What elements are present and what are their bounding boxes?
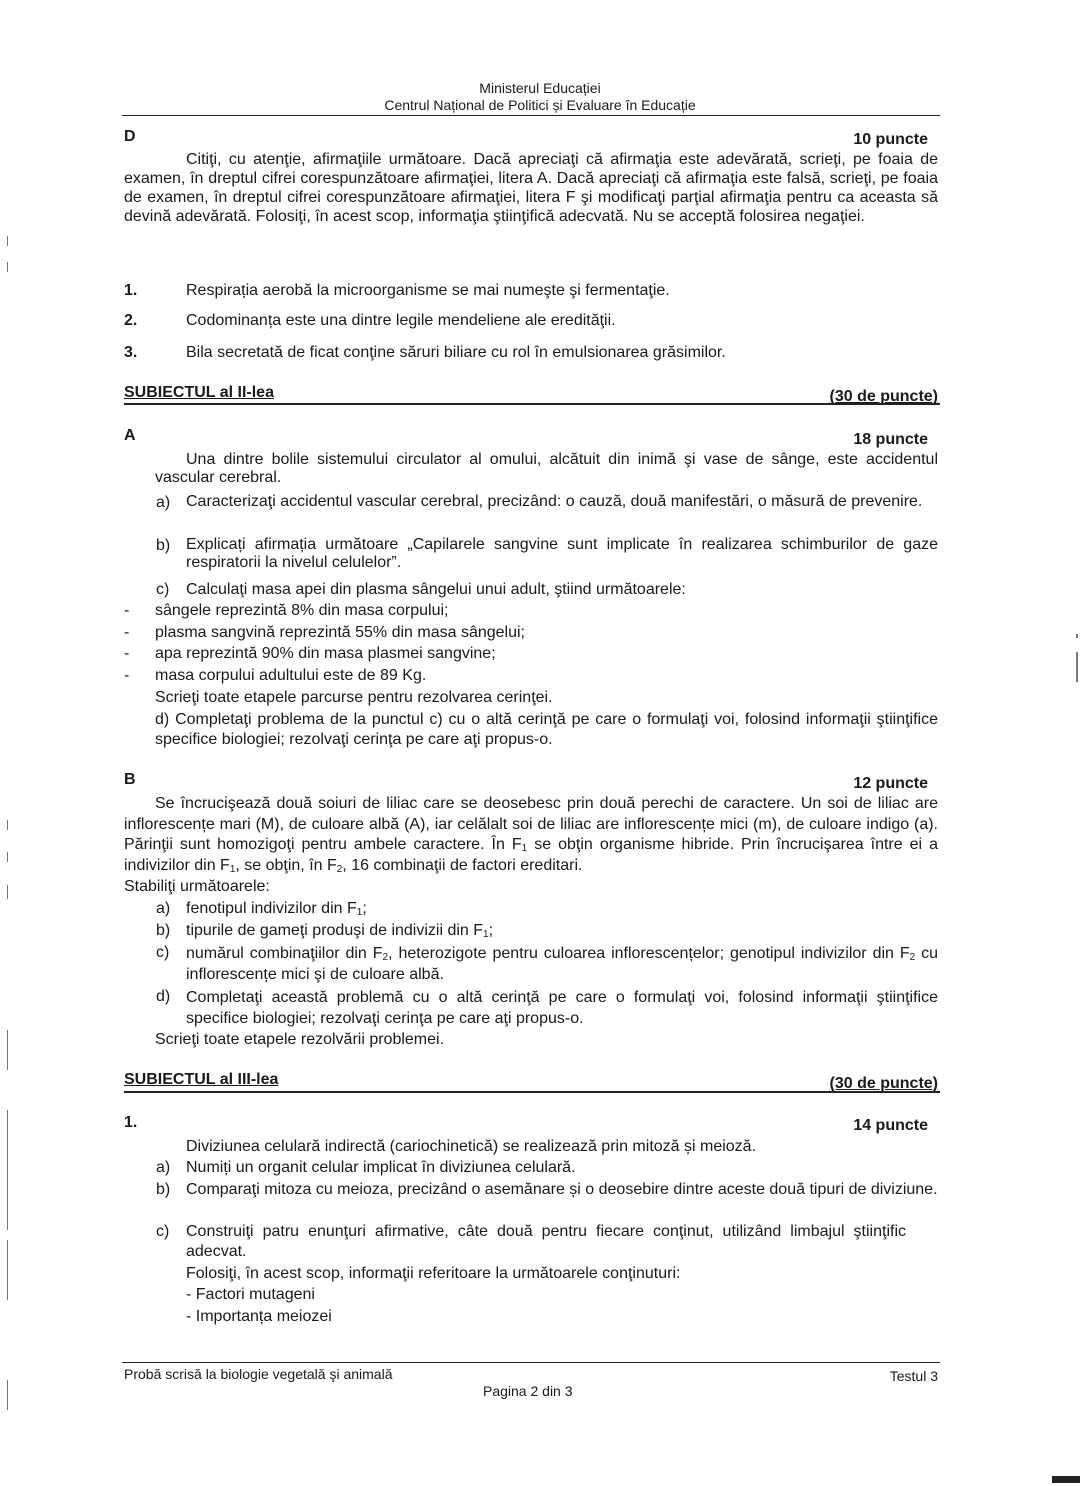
subject-3-points: (30 de puncte)	[829, 1075, 938, 1092]
scan-mark	[1052, 1476, 1080, 1483]
scan-mark	[7, 1110, 8, 1230]
subscript: 1	[521, 843, 528, 854]
section-b-letter: B	[124, 771, 136, 788]
scan-mark	[1076, 652, 1078, 682]
bullet-dash: -	[124, 624, 130, 641]
item-a-label: a)	[156, 1159, 171, 1176]
item-d-text: d) Completaţi problema de la punctul c) cu o altă cerinţă pe care o formulaţi voi, folosind informaţii ştiinţifice specifice biologiei; rezolvaţi cerinţa pe care aţi propus-o.	[155, 711, 938, 748]
page-number: Pagina 2 din 3	[483, 1383, 573, 1399]
subscript: 2	[336, 863, 343, 875]
item-c-text: Calculaţi masa apei din plasma sângelui unui adult, ştiind următoarele:	[186, 581, 686, 598]
item-a-text: Caracterizaţi accidentul vascular cerebral, precizând: o cauză, două manifestări, o măsură de prevenire.	[186, 493, 923, 510]
item-text: ;	[362, 900, 367, 917]
subscript: 1	[483, 929, 489, 940]
question-1-number: 1.	[124, 1114, 138, 1131]
subscript: 2	[909, 952, 916, 963]
subject-2-rule	[124, 403, 940, 405]
statement-number: 2.	[124, 312, 138, 329]
item-a-text: Numiți un organit celular implicat în diviziunea celulară.	[186, 1159, 576, 1176]
item-b-text: Explicați afirmația următoare „Capilarele sangvine sunt implicate în realizarea schimburilor de gaze respiratorii la nivelul celulelor”.	[186, 536, 938, 571]
scan-mark	[7, 852, 8, 862]
subject-3-rule	[124, 1091, 940, 1093]
subject-2-points: (30 de puncte)	[829, 388, 938, 405]
intro-text: Se încrucişează două soiuri de liliac care se deosebesc prin două perechi de caractere. Un soi de liliac are inflorescențe mari (M), de culoare albă (A), iar celălalt soi de liliac are inflorescențe mici (m), de culoare indigo (a). Părinţii sunt homozigoţi pentru ambele caractere. În F	[124, 795, 938, 853]
scan-mark	[7, 1240, 8, 1300]
item-a-label: a)	[156, 494, 171, 511]
footer-test-number: Testul 3	[889, 1368, 938, 1384]
item-text: numărul combinaţiilor din F	[186, 945, 383, 962]
item-c-label: c)	[156, 581, 170, 598]
intro-text: , se obţin, în F	[235, 856, 337, 874]
intro-text: , 16 combinaţii de factori ereditari.	[342, 856, 583, 874]
scan-mark	[7, 236, 8, 246]
topic-item: - Factori mutageni	[186, 1286, 315, 1303]
item-a-text	[186, 899, 367, 918]
data-item: apa reprezintă 90% din masa plasmei sangvine;	[155, 645, 496, 662]
section-a-intro: Una dintre bolile sistemului circulator al omului, alcătuit din inimă şi vase de sânge, este accidentul vascular cerebral.	[155, 451, 938, 486]
subject-2-title: SUBIECTUL al II-lea	[124, 384, 274, 401]
bullet-dash: -	[124, 602, 130, 619]
scan-mark	[7, 885, 8, 899]
subject-3-title: SUBIECTUL al III-lea	[124, 1071, 279, 1088]
item-text: tipurile de gameţi produşi de indivizii din F	[186, 922, 484, 939]
footer-exam-title: Probă scrisă la biologie vegetală şi animală	[124, 1366, 393, 1382]
item-text: cu inflorescențe mici şi de culoare albă.	[186, 945, 939, 983]
bullet-dash: -	[124, 645, 130, 662]
data-item: sângele reprezintă 8% din masa corpului;	[155, 602, 449, 619]
section-b-note: Scrieţi toate etapele rezolvării problemei.	[155, 1031, 445, 1048]
data-item: plasma sangvină reprezintă 55% din masa sângelui;	[155, 624, 525, 641]
bullet-dash: -	[124, 667, 130, 684]
item-d-label: d)	[156, 988, 171, 1005]
item-c-label: c)	[156, 1223, 170, 1240]
data-item: masa corpului adultului este de 89 Kg.	[155, 667, 427, 684]
stabiliti-label: Stabiliţi următoarele:	[124, 878, 270, 895]
item-text: , heterozigote pentru culoarea inflorescențelor; genotipul indivizilor din F	[388, 945, 910, 962]
footer-rule	[122, 1362, 940, 1363]
item-b-label: b)	[156, 1181, 171, 1198]
topic-item: - Importanța meiozei	[186, 1308, 332, 1325]
section-b-points: 12 puncte	[853, 775, 928, 792]
scan-mark	[7, 1030, 8, 1070]
subscript: 1	[229, 863, 236, 875]
question-1-intro: Diviziunea celulară indirectă (cariochinetică) se realizează prin mitoză și meioză.	[186, 1138, 757, 1155]
statement-number: 1.	[124, 282, 138, 299]
header-rule	[122, 115, 940, 116]
item-c-note: Scrieţi toate etapele parcurse pentru rezolvarea cerinţei.	[155, 689, 553, 706]
item-c-label: c)	[156, 944, 170, 961]
item-b-label: b)	[156, 537, 171, 554]
intro-text: se obţin organisme hibride. Prin încrucişarea între ei a indivizilor din F	[124, 836, 938, 874]
item-b-label: b)	[156, 922, 171, 939]
section-a-points: 18 puncte	[853, 431, 928, 448]
scan-mark	[7, 820, 8, 830]
section-d-letter: D	[124, 128, 136, 145]
section-a-letter: A	[124, 427, 136, 444]
item-c-text	[186, 943, 938, 985]
item-text: fenotipul indivizilor din F	[186, 900, 357, 917]
scan-mark	[7, 262, 8, 272]
item-a-label: a)	[156, 900, 171, 917]
subscript: 2	[382, 952, 389, 963]
ministry-name: Ministerul Educației	[479, 80, 601, 96]
section-d-instructions: Citiţi, cu atenţie, afirmaţiile următoare. Dacă apreciaţi că afirmaţia este adevărată, scrieţi, pe foaia de examen, în dreptul cifrei corespunzătoare afirmaţiei, litera A. Dacă apreciaţi că afirmaţia este falsă, scrieţi, pe foaia de examen, în dreptul cifrei corespunzătoare afirmaţiei, litera F şi modificaţi parţial afirmaţia pentru ca aceasta să devină adevărată. Folosiţi, în acest scop, informaţia ştiinţifică adecvată. Nu se acceptă folosirea negaţiei.	[124, 151, 938, 225]
item-b-text	[186, 921, 493, 940]
item-text: ;	[488, 922, 494, 939]
question-1-points: 14 puncte	[853, 1117, 928, 1134]
section-d-points: 10 puncte	[853, 131, 928, 148]
center-name: Centrul Național de Politici și Evaluare în Educație	[384, 97, 696, 113]
subscript: 1	[356, 907, 363, 918]
item-d-text: Completaţi această problemă cu o altă cerinţă pe care o formulaţi voi, folosind informaţii ştiinţifice specifice biologiei; rezolvaţi cerinţa pe care aţi propus-o.	[186, 989, 938, 1027]
statement-text: Respirația aerobă la microorganisme se mai numeşte şi fermentaţie.	[186, 282, 670, 299]
scan-mark	[7, 1380, 8, 1410]
scan-mark	[1076, 634, 1078, 638]
item-b-text: Comparaţi mitoza cu meioza, precizând o asemănare și o deosebire dintre aceste două tipuri de diviziune.	[186, 1181, 938, 1198]
statement-text: Codominanța este una dintre legile mendeliene ale eredităţii.	[186, 312, 616, 329]
statement-text: Bila secretată de ficat conţine săruri biliare cu rol în emulsionarea grăsimilor.	[186, 344, 726, 361]
item-c-text: Construiţi patru enunţuri afirmative, câte două pentru fiecare conţinut, utilizând limbajul ştiinţific adecvat.	[186, 1223, 906, 1260]
item-c-note: Folosiţi, în acest scop, informaţii referitoare la următoarele conţinuturi:	[186, 1265, 681, 1282]
section-b-intro	[124, 794, 938, 876]
statement-number: 3.	[124, 344, 138, 361]
